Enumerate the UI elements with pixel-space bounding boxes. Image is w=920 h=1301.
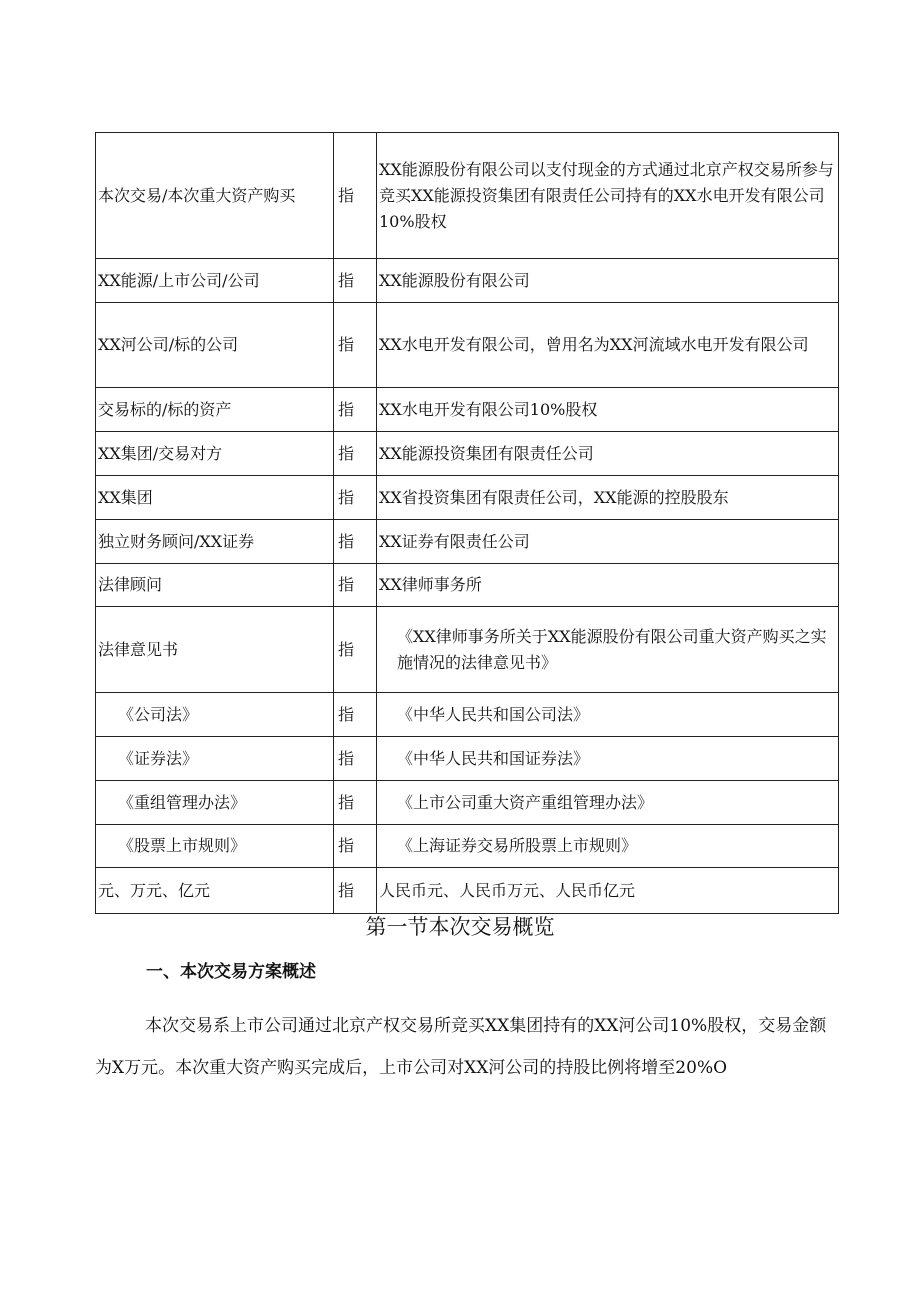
table-row	[96, 825, 839, 868]
term-cell: 《股票上市规则》	[96, 825, 334, 868]
section-title: 第一节本次交易概览	[365, 915, 555, 939]
meaning-cell: XX能源股份有限公司	[377, 259, 839, 303]
sep-cell: 指	[334, 737, 377, 781]
table-row	[96, 868, 839, 914]
term-cell: 《证券法》	[96, 737, 334, 781]
meaning-cell: XX水电开发有限公司，曾用名为XX河流域水电开发有限公司	[377, 303, 839, 388]
body-paragraph: 本次交易系上市公司通过北京产权交易所竞买XX集团持有的XX河公司10%股权，交易金额为X万元。本次重大资产购买完成后，上市公司对XX河公司的持股比例将增至20%O	[95, 1016, 827, 1078]
term-cell: 本次交易/本次重大资产购买	[96, 133, 334, 259]
table-row	[96, 133, 839, 259]
sep-cell: 指	[334, 303, 377, 388]
table-row	[96, 303, 839, 388]
sep-cell: 指	[334, 564, 377, 607]
term-cell: 法律意见书	[96, 607, 334, 693]
meaning-cell: XX证券有限责任公司	[377, 520, 839, 564]
meaning-cell: XX省投资集团有限责任公司，XX能源的控股股东	[377, 476, 839, 520]
meaning-cell: XX水电开发有限公司10%股权	[377, 388, 839, 432]
sep-cell: 指	[334, 476, 377, 520]
sep-cell: 指	[334, 432, 377, 476]
table-row	[96, 432, 839, 476]
sep-cell: 指	[334, 825, 377, 868]
table-row	[96, 737, 839, 781]
table-row	[96, 259, 839, 303]
term-cell: 交易标的/标的资产	[96, 388, 334, 432]
table-row	[96, 564, 839, 607]
term-cell: 《重组管理办法》	[96, 781, 334, 825]
meaning-cell: 《上海证券交易所股票上市规则》	[377, 825, 839, 868]
term-cell: 元、万元、亿元	[96, 868, 334, 914]
sep-cell: 指	[334, 781, 377, 825]
meaning-cell: XX能源投资集团有限责任公司	[377, 432, 839, 476]
meaning-cell: XX律师事务所	[377, 564, 839, 607]
table-row	[96, 388, 839, 432]
term-cell: 法律顾问	[96, 564, 334, 607]
term-cell: XX集团	[96, 476, 334, 520]
sep-cell: 指	[334, 693, 377, 737]
term-cell: 《公司法》	[96, 693, 334, 737]
meaning-cell: 《XX律师事务所关于XX能源股份有限公司重大资产购买之实施情况的法律意见书》	[377, 607, 839, 693]
sep-cell: 指	[334, 520, 377, 564]
term-cell: XX能源/上市公司/公司	[96, 259, 334, 303]
sep-cell: 指	[334, 607, 377, 693]
meaning-cell: 人民币元、人民币万元、人民币亿元	[377, 868, 839, 914]
sep-cell: 指	[334, 259, 377, 303]
table-row	[96, 693, 839, 737]
table-row	[96, 520, 839, 564]
term-cell: XX集团/交易对方	[96, 432, 334, 476]
table-row	[96, 476, 839, 520]
meaning-cell: XX能源股份有限公司以支付现金的方式通过北京产权交易所参与竞买XX能源投资集团有限责任公司持有的XX水电开发有限公司10%股权	[377, 133, 839, 259]
table-row	[96, 781, 839, 825]
meaning-cell: 《中华人民共和国证券法》	[377, 737, 839, 781]
sep-cell: 指	[334, 868, 377, 914]
term-cell: XX河公司/标的公司	[96, 303, 334, 388]
meaning-cell: 《上市公司重大资产重组管理办法》	[377, 781, 839, 825]
sep-cell: 指	[334, 133, 377, 259]
definitions-table	[95, 132, 839, 914]
term-cell: 独立财务顾问/XX证券	[96, 520, 334, 564]
table-row	[96, 607, 839, 693]
meaning-cell: 《中华人民共和国公司法》	[377, 693, 839, 737]
sep-cell: 指	[334, 388, 377, 432]
subheading: 一、本次交易方案概述	[146, 962, 316, 982]
